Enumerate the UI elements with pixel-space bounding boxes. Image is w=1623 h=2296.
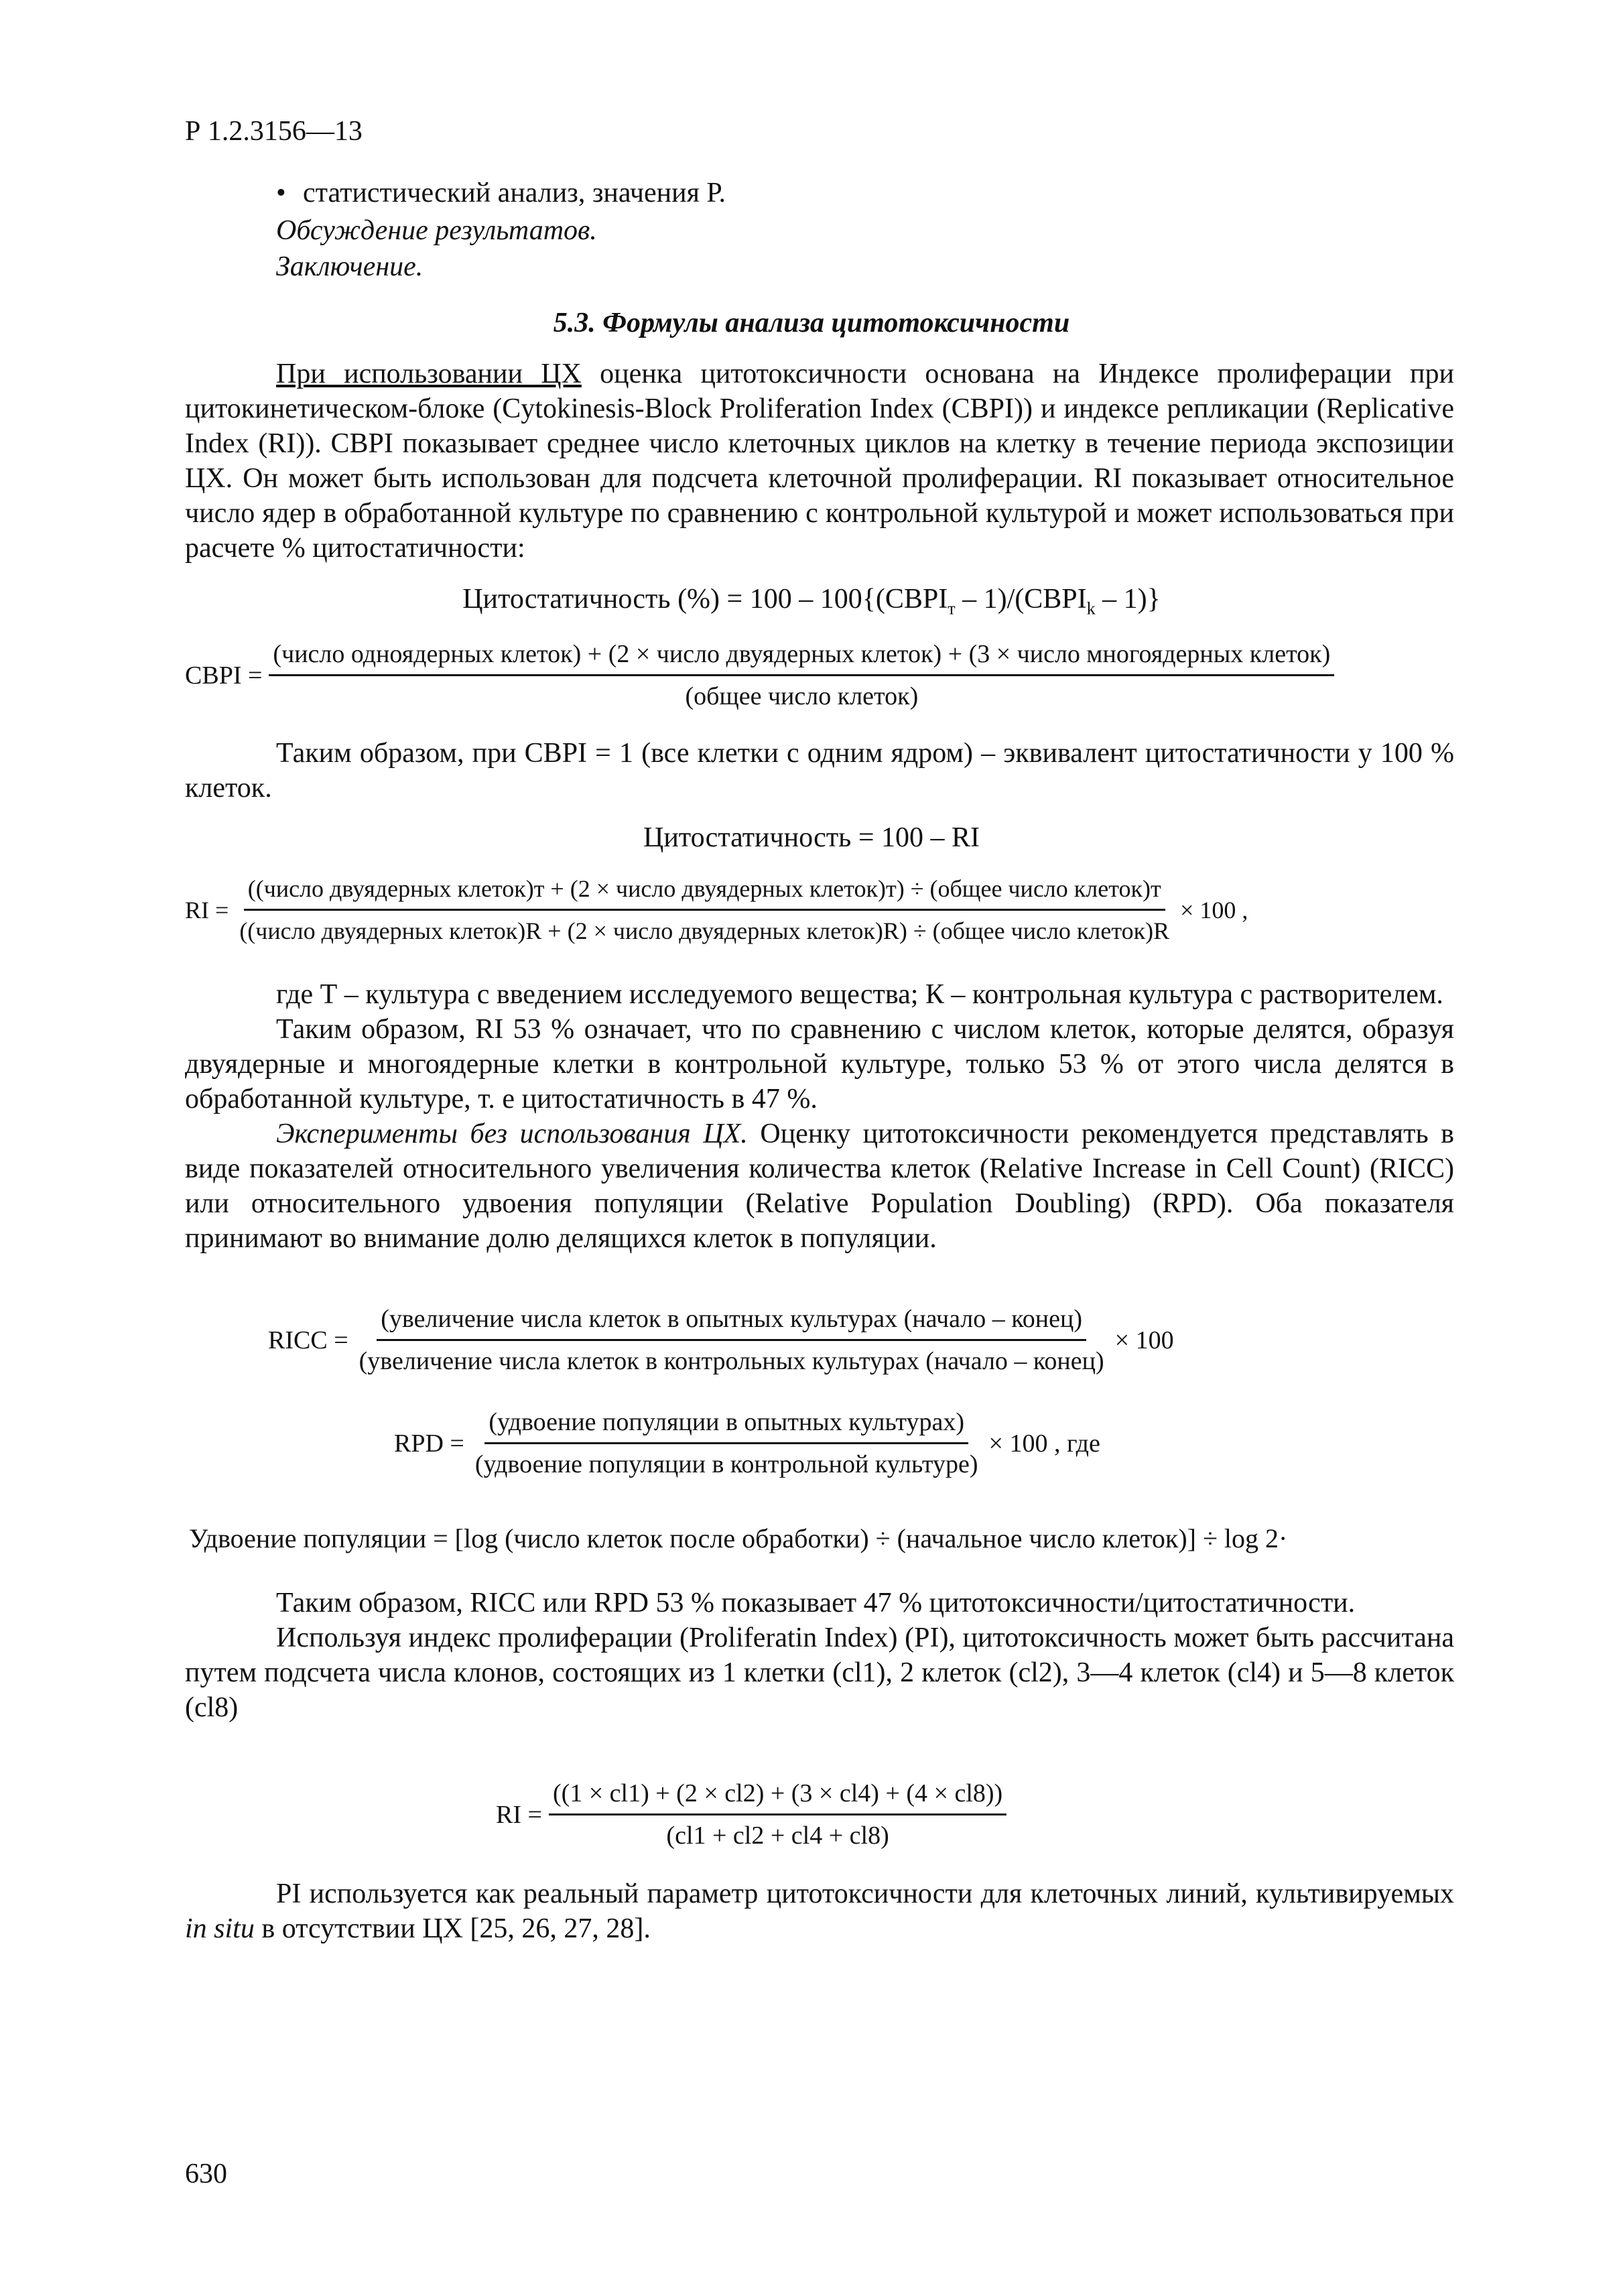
fraction: $\frac{((1 \times cl1) + (2 \times cl2) + (3 \times cl4) + (4 \times cl8))}{(cl1 + cl2 + cl4 + cl8)}$ xyxy=(549,1776,1007,1853)
paragraph-intro xyxy=(185,357,1454,566)
formula-ri-pi: RI = $\frac{((1 \times cl1) + (2 \times cl2) + (3 \times cl4) + (4 \times cl8))}{(cl1 + cl2 + cl4 + cl8)}$ xyxy=(496,1776,1007,1853)
formula-cbpi: CBPI = (число одноядерных клеток) + (2 × число двуядерных клеток) + (3 × число многоядерных клеток) (общее число клеток) xyxy=(185,637,1334,714)
bullet-icon: • xyxy=(276,178,286,208)
formula-rpd: RPD = $\frac{\text{(удвоение популяции в опытных культурах)}}{\text{(удвоение популяции в контрольной культуре)}}$ × 100 , где xyxy=(394,1405,1100,1482)
formula-cytostaticity-ri: Цитостатичность = 100 – RI xyxy=(643,822,980,853)
formula-ricc: RICC = (увеличение числа клеток в опытных культурах (начало – конец) (увеличение числа клеток в контрольных культурах (начало – конец) × 100 xyxy=(268,1301,1174,1379)
paragraph-ricc-pi: Таким образом, RICC или RPD 53 % показывает 47 % цитотоксичности/цитостатичности. Используя индекс пролиферации (Proliferatin Index) (PI), цитотоксичность может быть рассчитана путем подсчета числа клонов, состоящих из 1 клетки (cl1), 2 клеток (cl2), 3—4 клеток (cl4) и 5—8 клеток (cl8) xyxy=(185,1588,1454,1723)
section-title: 5.3. Формулы анализа цитотоксичности xyxy=(553,308,1070,338)
underlined-phrase: При использовании ЦХ xyxy=(276,359,582,389)
fraction: $\frac{\text{(удвоение популяции в опытных культурах)}}{\text{(удвоение популяции в контрольной культуре)}}$ xyxy=(471,1405,982,1482)
fraction: (число одноядерных клеток) + (2 × число двуядерных клеток) + (3 × число многоядерных клеток) (общее число клеток) xyxy=(269,637,1334,714)
paragraph-cbpi-note: Таким образом, при CBPI = 1 (все клетки с одним ядром) – эквивалент цитостатичности у 100 % клеток. xyxy=(185,738,1454,804)
fraction: ((число двуядерных клеток)т + (2 × число двуядерных клеток)т) ÷ (общее число клеток)т ((число двуядерных клеток)R + (2 × число двуядерных клеток)R) ÷ (общее число клеток)R xyxy=(235,871,1173,948)
formula-population-doubling: Удвоение популяции = [log (число клеток после обработки) ÷ (начальное число клеток)] ÷ log 2· xyxy=(189,1523,1288,1553)
discussion-heading: Обсуждение результатов. xyxy=(276,215,597,246)
conclusion-heading: Заключение. xyxy=(276,251,424,282)
bullet-text: статистический анализ, значения Р. xyxy=(303,178,726,208)
paragraph-ri-explanation: где Т – культура с введением исследуемого вещества; К – контрольная культура с растворителем. Таким образом, RI 53 % означает, что по сравнению с числом клеток, которые делятся, образуя двуядерные и многоядерные клетки в контрольной культуре, только 53 % от этого числа делятся в обработанной культуре, т. е цитостатичность в 47 %. Эксперименты без использования ЦХ. Оценку цитотоксичности рекомендуется представлять в виде показателей относительного увеличения количества клеток (Relative Increase in Cell Count) (RICC) или относительного удвоения популяции (Relative Population Doubling) (RPD). Оба показателя принимают во внимание долю делящихся клеток в популяции. xyxy=(185,979,1455,1254)
paragraph-intro-text: оценка цитотоксичности основана на Индексе пролиферации при цитокинетическом-блоке (Cytokinesis-Block Proliferation Index (CBPI)) и индексе репликации (Replicative Index (RI)). CBPI показывает среднее число клеточных циклов на клетку в течение периода экспозиции ЦХ. Он может быть использован для подсчета клеточной пролиферации. RI показывает относительное число ядер в обработанной культуре по сравнению с контрольной культурой и может использоваться при расчете % цитостатичности: xyxy=(185,359,1454,564)
page-number: 630 xyxy=(185,2159,227,2189)
bullet-item xyxy=(276,176,726,210)
formula-ri: RI = ((число двуядерных клеток)т + (2 × число двуядерных клеток)т) ÷ (общее число клеток)т ((число двуядерных клеток)R + (2 × число двуядерных клеток)R) ÷ (общее число клеток)R × 100 , xyxy=(185,871,1248,948)
formula-cytostaticity-percent: Цитостатичность (%) = $100 - 100\{(CBPI_т$ – $1)/(CBPI_k - 1)$} xyxy=(462,584,1161,619)
fraction: (увеличение числа клеток в опытных культурах (начало – конец) (увеличение числа клеток в контрольных культурах (начало – конец) xyxy=(355,1301,1108,1379)
document-code: Р 1.2.3156—13 xyxy=(185,116,363,147)
paragraph-pi-usage: PI используется как реальный параметр цитотоксичности для клеточных линий, культивируемых in situ в отсутствии ЦХ [25, 26, 27, 28]. xyxy=(185,1878,1454,1944)
